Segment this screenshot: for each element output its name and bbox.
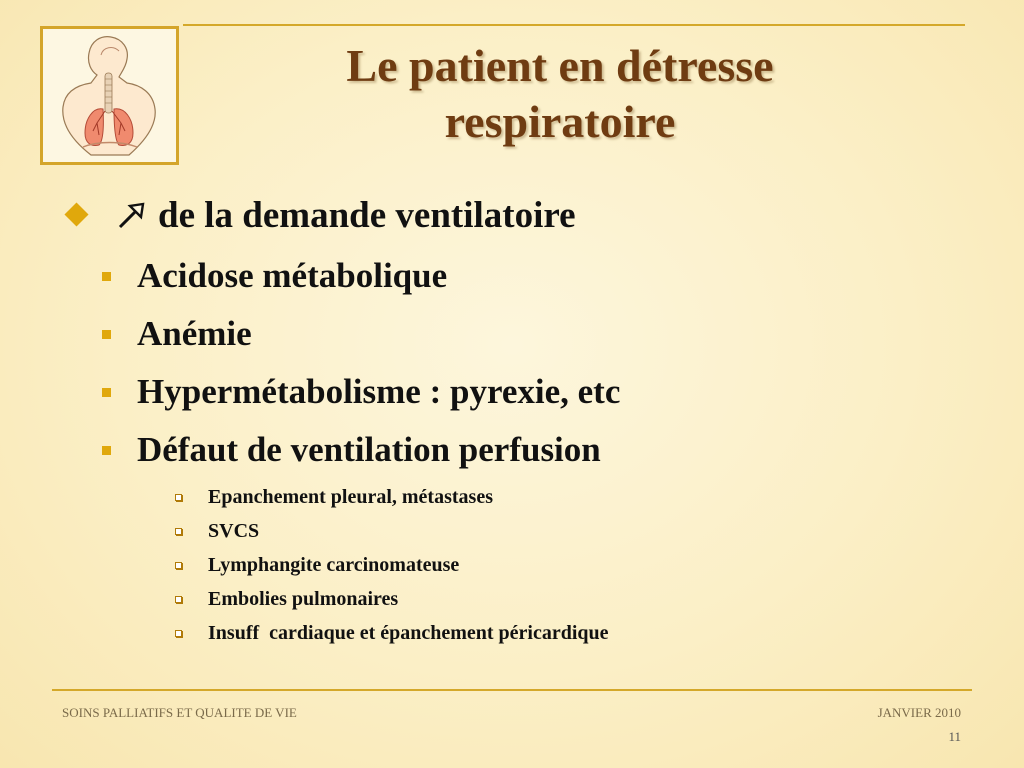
sub-list-item — [175, 586, 398, 612]
main-bullet-text: de la demande ventilatoire — [158, 194, 576, 236]
footer-left: SOINS PALLIATIFS ET QUALITE DE VIE — [62, 705, 297, 720]
square-bullet-icon — [102, 330, 111, 339]
list-item — [102, 430, 601, 470]
list-item-text: Hypermétabolisme : pyrexie, etc — [137, 372, 621, 411]
square-bullet-icon — [102, 446, 111, 455]
sub-list-item-text: SVCS — [208, 519, 260, 542]
list-item-text: Acidose métabolique — [137, 256, 448, 295]
arrow-up-right-icon — [114, 197, 150, 233]
title-line-1: Le patient en détresse — [346, 40, 774, 91]
top-rule — [183, 24, 965, 26]
sub-list-item-text: Embolies pulmonaires — [208, 587, 399, 610]
square-bullet-icon — [102, 272, 111, 281]
hollow-square-bullet-icon — [175, 528, 182, 535]
list-item — [102, 372, 620, 412]
list-item — [102, 314, 252, 354]
title-line-2: respiratoire — [444, 96, 676, 147]
diamond-bullet-icon — [64, 202, 90, 228]
hollow-square-bullet-icon — [175, 630, 182, 637]
bottom-rule — [52, 689, 972, 691]
footer-right: JANVIER 2010 — [877, 705, 961, 720]
sub-list-item — [175, 518, 259, 544]
slide-title — [250, 38, 870, 150]
respiratory-illustration — [40, 26, 179, 165]
hollow-square-bullet-icon — [175, 596, 182, 603]
sub-list-item-text: Lymphangite carcinomateuse — [208, 553, 460, 576]
square-bullet-icon — [102, 388, 111, 397]
sub-list-item — [175, 484, 493, 510]
sub-list-item — [175, 552, 459, 578]
page-number: 11 — [948, 729, 961, 744]
sub-list-item-text: Insuff cardiaque et épanchement péricardique — [208, 621, 609, 644]
hollow-square-bullet-icon — [175, 562, 182, 569]
list-item-text: Anémie — [137, 314, 252, 353]
sub-list-item — [175, 620, 609, 646]
list-item — [102, 256, 447, 296]
main-bullet — [64, 192, 576, 238]
sub-list-item-text: Epanchement pleural, métastases — [208, 485, 493, 508]
list-item-text: Défaut de ventilation perfusion — [137, 430, 601, 469]
lungs-anatomy-icon — [43, 29, 176, 162]
hollow-square-bullet-icon — [175, 494, 182, 501]
